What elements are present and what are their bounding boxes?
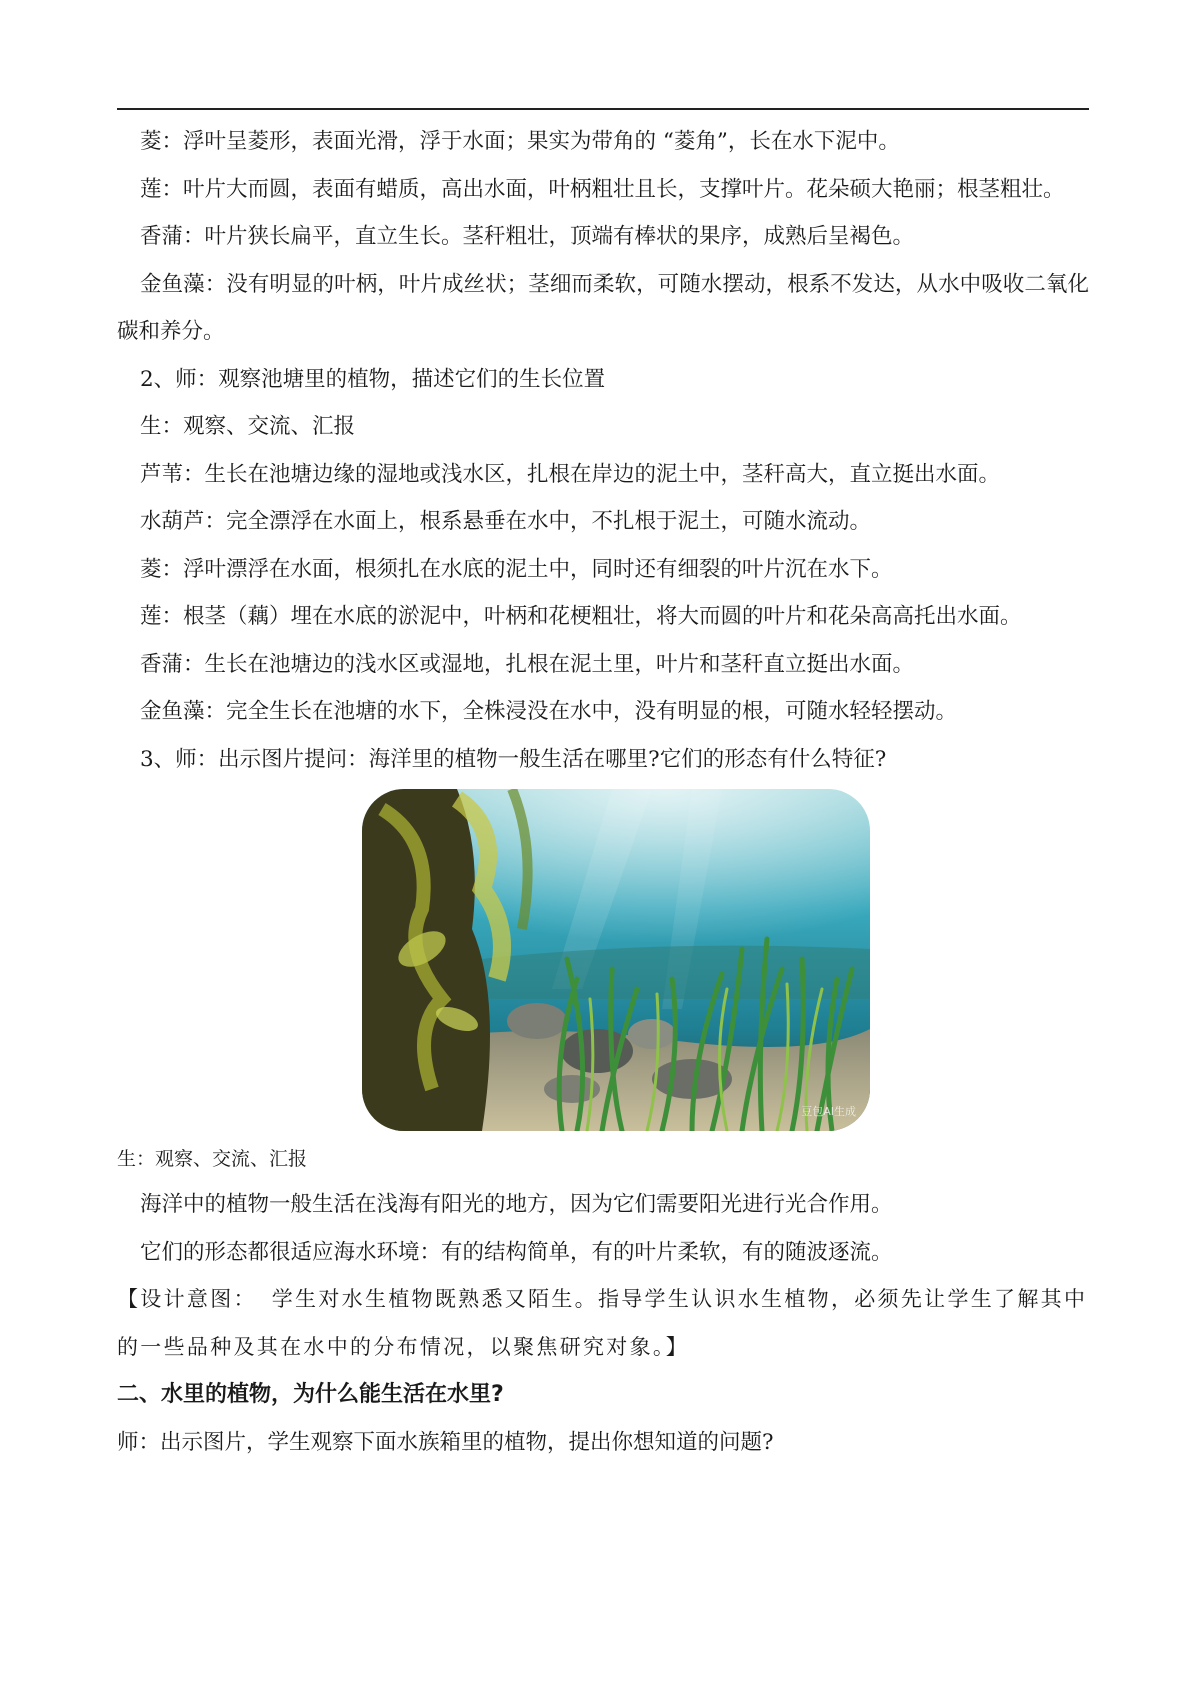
paragraph-teacher-3: 3、师：出示图片提问：海洋里的植物一般生活在哪里?它们的形态有什么特征? bbox=[140, 746, 887, 772]
paragraph-ocean-form: 它们的形态都很适应海水环境：有的结构简单，有的叶片柔软，有的随波逐流。 bbox=[140, 1239, 893, 1265]
paragraph-ling-position: 菱：浮叶漂浮在水面，根须扎在水底的泥土中，同时还有细裂的叶片沉在水下。 bbox=[140, 556, 893, 582]
figure-caption: 生：观察、交流、汇报 bbox=[117, 1148, 308, 1170]
paragraph-shuihulu: 水葫芦：完全漂浮在水面上，根系悬垂在水中，不扎根于泥土，可随水流动。 bbox=[140, 509, 872, 534]
paragraph-jinyuzao: 金鱼藻：没有明显的叶柄，叶片成丝状；茎细而柔软，可随水摆动，根系不发达，从水中吸收二氧化碳和养分。 bbox=[117, 271, 1089, 344]
paragraph-ling: 菱：浮叶呈菱形，表面光滑，浮于水面；果实为带角的 “菱角”，长在水下泥中。 bbox=[140, 129, 900, 154]
underwater-seaweed-image bbox=[362, 789, 870, 1131]
figure bbox=[117, 789, 1089, 1137]
image-watermark: 豆包AI生成 bbox=[801, 1105, 856, 1118]
paragraph-ocean-location: 海洋中的植物一般生活在浅海有阳光的地方，因为它们需要阳光进行光合作用。 bbox=[140, 1192, 893, 1217]
design-intent-note: 【设计意图： 学生对水生植物既熟悉又陌生。指导学生认识水生植物，必须先让学生了解其中的一些品种及其在水中的分布情况，以聚焦研究对象。】 bbox=[117, 1287, 1088, 1359]
section-heading: 二、水里的植物，为什么能生活在水里? bbox=[117, 1382, 504, 1407]
paragraph-student-report: 生：观察、交流、汇报 bbox=[140, 414, 356, 439]
document-body bbox=[117, 118, 1089, 1467]
paragraph-xiangpu: 香蒲：叶片狭长扁平，直立生长。茎秆粗壮，顶端有棒状的果序，成熟后呈褐色。 bbox=[140, 224, 915, 249]
paragraph-xiangpu-position: 香蒲：生长在池塘边的浅水区或湿地，扎根在泥土里，叶片和茎秆直立挺出水面。 bbox=[140, 651, 915, 677]
paragraph-lian-position: 莲：根茎（藕）埋在水底的淤泥中，叶柄和花梗粗壮，将大而圆的叶片和花朵高高托出水面。 bbox=[140, 604, 1022, 629]
paragraph-teacher-2: 2、师：观察池塘里的植物，描述它们的生长位置 bbox=[140, 366, 606, 392]
paragraph-jinyuzao-position: 金鱼藻：完全生长在池塘的水下，全株浸没在水中，没有明显的根，可随水轻轻摆动。 bbox=[140, 699, 958, 724]
paragraph-lian: 莲：叶片大而圆，表面有蜡质，高出水面，叶柄粗壮且长，支撑叶片。花朵硕大艳丽；根茎粗壮。 bbox=[140, 176, 1065, 202]
paragraph-teacher-aquarium: 师：出示图片，学生观察下面水族箱里的植物，提出你想知道的问题? bbox=[117, 1430, 774, 1455]
header-rule bbox=[117, 108, 1089, 110]
paragraph-luwei: 芦苇：生长在池塘边缘的湿地或浅水区，扎根在岸边的泥土中，茎秆高大，直立挺出水面。 bbox=[140, 461, 1001, 487]
